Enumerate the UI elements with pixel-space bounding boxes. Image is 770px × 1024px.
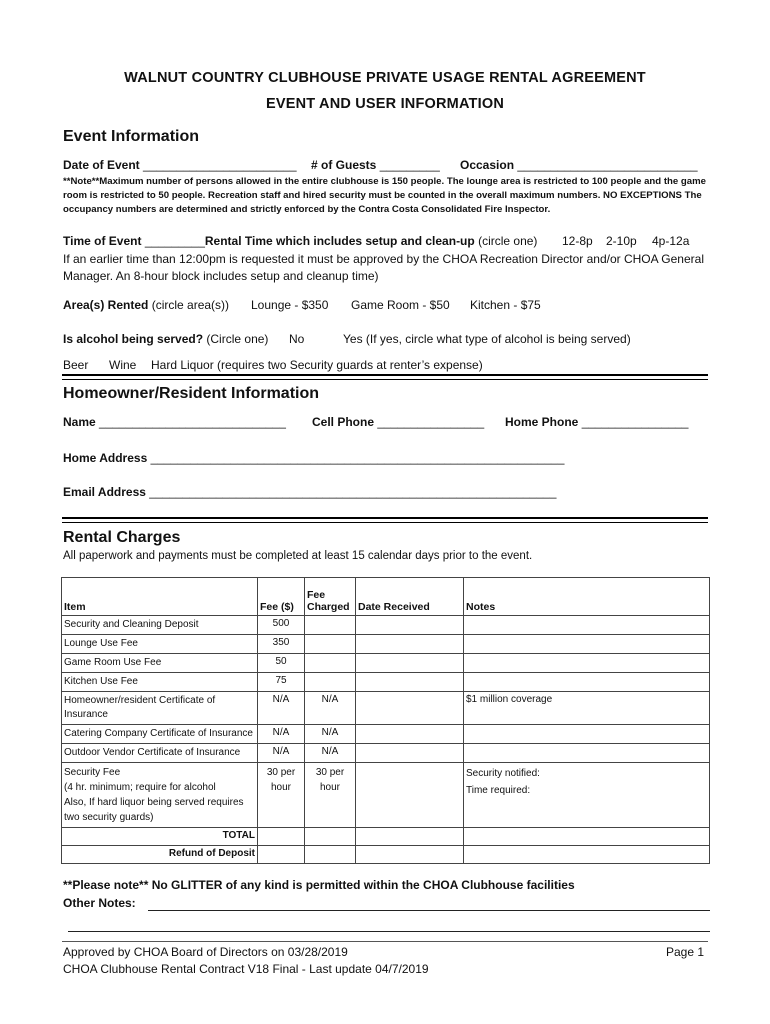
col-item: Item — [62, 578, 258, 616]
table-row — [62, 725, 710, 744]
cell-total-date[interactable] — [356, 828, 464, 846]
cell-total-fee[interactable] — [258, 828, 305, 846]
cell-total-charged[interactable] — [305, 828, 356, 846]
table-row-security — [62, 763, 710, 828]
security-notified-label: Security notified: — [466, 768, 540, 779]
col-notes: Notes — [464, 578, 710, 616]
rental-charges-table — [61, 577, 710, 864]
security-item-line: Security Fee — [64, 767, 121, 778]
document-subtitle: EVENT AND USER INFORMATION — [265, 96, 504, 112]
alcohol-row — [63, 332, 268, 346]
occasion-label: Occasion — [460, 158, 515, 172]
cell-fee-charged[interactable] — [305, 616, 356, 635]
footer-approved: Approved by CHOA Board of Directors on 03/28/2019 — [63, 945, 348, 959]
cell-fee-charged[interactable]: N/A — [305, 692, 356, 725]
email-field[interactable]: _____________________________________________________________ — [149, 485, 557, 499]
alcohol-yes-option[interactable]: Yes (If yes, circle what type of alcohol is being served) — [343, 332, 631, 346]
cell-date-received[interactable] — [356, 616, 464, 635]
cell-item: Security and Cleaning Deposit — [62, 616, 258, 635]
time-label: Time of Event — [63, 234, 142, 248]
home-phone-row — [505, 415, 688, 429]
table-header-row — [62, 578, 710, 616]
cell-fee-charged[interactable] — [305, 635, 356, 654]
col-fee: Fee ($) — [258, 578, 305, 616]
area-lounge[interactable]: Lounge - $350 — [251, 298, 329, 312]
cell-fee: 350 — [258, 635, 305, 654]
area-kitchen[interactable]: Kitchen - $75 — [470, 298, 541, 312]
table-row — [62, 673, 710, 692]
cell-fee: N/A — [258, 744, 305, 763]
cell-fee-charged[interactable] — [305, 673, 356, 692]
guests-row — [311, 158, 440, 172]
time-option-12-8[interactable]: 12-8p — [562, 234, 593, 248]
other-notes-line-1[interactable] — [148, 910, 710, 911]
footer-divider — [62, 941, 708, 942]
footer-version: CHOA Clubhouse Rental Contract V18 Final - Last update 04/7/2019 — [63, 962, 429, 976]
cell-notes[interactable] — [464, 616, 710, 635]
event-date-row — [63, 158, 297, 172]
security-item-line: (4 hr. minimum; require for alcohol — [64, 782, 216, 793]
cell-fee-charged[interactable]: N/A — [305, 744, 356, 763]
cell-phone-row — [312, 415, 484, 429]
alcohol-no-option[interactable]: No — [289, 332, 305, 346]
col-date-received: Date Received — [356, 578, 464, 616]
occupancy-note: **Note**Maximum number of persons allowed in the entire clubhouse is 150 people. The lounge area is restricted to 100 people and the game room is restricted to 50 people. Recreation staff and hired security must be counted in the overall maximum numbers. NO EXCEPTIONS The occupancy numbers are determined and strictly enforced by the Contra Costa Consolidated Fire Inspector. — [63, 176, 706, 215]
cell-notes[interactable] — [464, 673, 710, 692]
email-row — [63, 485, 556, 499]
home-phone-label: Home Phone — [505, 415, 579, 429]
cell-item — [62, 763, 258, 828]
cell-refund-notes[interactable] — [464, 846, 710, 864]
alcohol-hard-liquor-option[interactable]: Hard Liquor (requires two Security guards at renter’s expense) — [151, 358, 483, 372]
cell-phone-label: Cell Phone — [312, 415, 375, 429]
cell-item: Catering Company Certificate of Insurance — [62, 725, 258, 744]
section-divider — [62, 374, 708, 376]
occasion-row — [460, 158, 698, 172]
cell-fee-charged[interactable] — [305, 654, 356, 673]
cell-item: Lounge Use Fee — [62, 635, 258, 654]
name-label: Name — [63, 415, 96, 429]
area-game-room[interactable]: Game Room - $50 — [351, 298, 450, 312]
occasion-field[interactable]: ___________________________ — [517, 158, 698, 172]
home-address-field[interactable]: ______________________________________________________________ — [150, 451, 565, 465]
cell-item: Outdoor Vendor Certificate of Insurance — [62, 744, 258, 763]
home-address-row — [63, 451, 564, 465]
table-row — [62, 692, 710, 725]
email-label: Email Address — [63, 485, 146, 499]
cell-phone-field[interactable]: ________________ — [377, 415, 485, 429]
other-notes-line-2[interactable] — [68, 931, 710, 932]
cell-fee: 30 per hour — [258, 763, 305, 828]
cell-fee: 500 — [258, 616, 305, 635]
section-divider — [62, 517, 708, 519]
guests-label: # of Guests — [311, 158, 377, 172]
time-option-2-10[interactable]: 2-10p — [606, 234, 637, 248]
table-row — [62, 616, 710, 635]
cell-item: Kitchen Use Fee — [62, 673, 258, 692]
cell-date-received[interactable] — [356, 692, 464, 725]
cell-date-received[interactable] — [356, 635, 464, 654]
time-required-label: Time required: — [466, 785, 531, 796]
home-phone-field[interactable]: ________________ — [581, 415, 689, 429]
cell-item: Game Room Use Fee — [62, 654, 258, 673]
areas-label: Area(s) Rented — [63, 298, 149, 312]
cell-notes[interactable] — [464, 635, 710, 654]
alcohol-label: Is alcohol being served? — [63, 332, 204, 346]
cell-notes[interactable] — [464, 744, 710, 763]
glitter-note: **Please note** No GLITTER of any kind is permitted within the CHOA Clubhouse facilities — [63, 878, 575, 892]
cell-fee-charged[interactable]: 30 per hour — [305, 763, 356, 828]
cell-refund-label: Refund of Deposit — [62, 846, 258, 864]
event-info-heading: Event Information — [63, 128, 200, 145]
cell-refund-fee[interactable] — [258, 846, 305, 864]
cell-refund-date[interactable] — [356, 846, 464, 864]
cell-refund-charged[interactable] — [305, 846, 356, 864]
areas-row — [63, 298, 229, 312]
document-title: WALNUT COUNTRY CLUBHOUSE PRIVATE USAGE RENTAL AGREEMENT — [124, 70, 646, 86]
alcohol-wine-option[interactable]: Wine — [109, 358, 137, 372]
circle-one-hint: (circle one) — [478, 234, 538, 248]
section-divider-thin — [62, 379, 708, 380]
date-field[interactable]: _______________________ — [143, 158, 297, 172]
cell-fee: 75 — [258, 673, 305, 692]
time-field[interactable]: _________ — [144, 234, 205, 248]
name-field[interactable]: ____________________________ — [99, 415, 286, 429]
home-address-label: Home Address — [63, 451, 148, 465]
alcohol-beer-option[interactable]: Beer — [63, 358, 89, 372]
guests-field[interactable]: _________ — [379, 158, 440, 172]
section-divider-thin — [62, 522, 708, 523]
table-row — [62, 744, 710, 763]
cell-notes[interactable]: $1 million coverage — [464, 692, 710, 725]
areas-hint: (circle area(s)) — [151, 298, 230, 312]
cell-notes[interactable] — [464, 654, 710, 673]
other-notes-label: Other Notes: — [63, 896, 136, 910]
time-row — [63, 234, 537, 248]
rental-charges-heading: Rental Charges — [63, 529, 181, 546]
time-approval-note: If an earlier time than 12:00pm is requested it must be approved by the CHOA Recreation Director and/or CHOA General Manager. An 8-hour block includes setup and cleanup time) — [63, 252, 704, 283]
security-item-line: Also, If hard liquor being served requires two security guards) — [64, 797, 244, 823]
cell-fee: N/A — [258, 725, 305, 744]
table-row-total — [62, 828, 710, 846]
page-number: Page 1 — [666, 945, 705, 959]
cell-date-received[interactable] — [356, 763, 464, 828]
cell-notes[interactable] — [464, 725, 710, 744]
cell-date-received[interactable] — [356, 744, 464, 763]
rental-time-label: Rental Time which includes setup and clean-up — [204, 234, 475, 248]
cell-total-label: TOTAL — [62, 828, 258, 846]
cell-date-received[interactable] — [356, 654, 464, 673]
table-row-refund — [62, 846, 710, 864]
cell-date-received[interactable] — [356, 673, 464, 692]
cell-fee-charged[interactable]: N/A — [305, 725, 356, 744]
alcohol-hint: (Circle one) — [206, 332, 269, 346]
cell-fee: 50 — [258, 654, 305, 673]
date-label: Date of Event — [63, 158, 140, 172]
cell-notes[interactable] — [464, 763, 710, 828]
table-row — [62, 654, 710, 673]
cell-total-notes[interactable] — [464, 828, 710, 846]
cell-item: Homeowner/resident Certificate of Insurance — [62, 692, 258, 725]
name-row — [63, 415, 286, 429]
table-row — [62, 635, 710, 654]
col-fee-charged: Fee Charged — [305, 578, 356, 616]
time-option-4-12[interactable]: 4p-12a — [652, 234, 690, 248]
homeowner-heading: Homeowner/Resident Information — [63, 385, 320, 402]
cell-date-received[interactable] — [356, 725, 464, 744]
rental-subtext: All paperwork and payments must be completed at least 15 calendar days prior to the event. — [63, 550, 533, 562]
cell-fee: N/A — [258, 692, 305, 725]
